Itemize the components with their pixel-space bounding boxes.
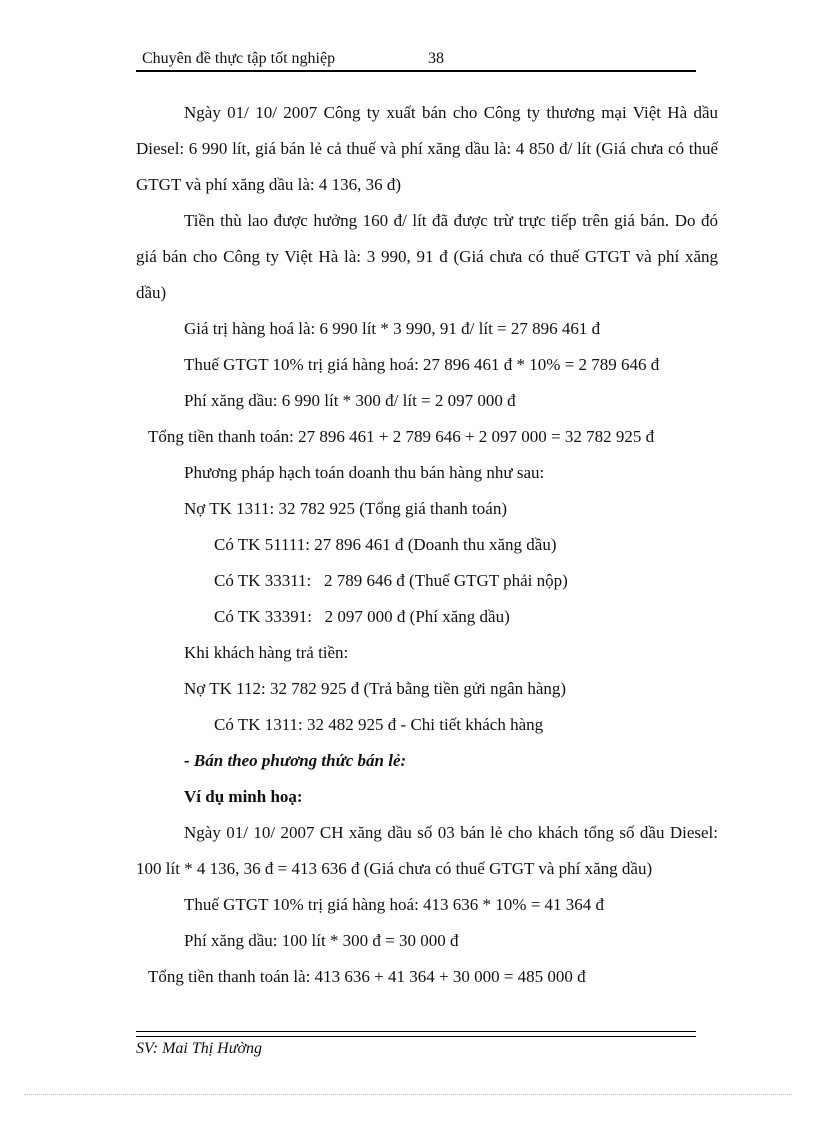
calc-fuel-fee: Phí xăng dầu: 6 990 lít * 300 đ/ lít = 2 097 000 đ bbox=[184, 391, 516, 410]
footer-author: SV: Mai Thị Hường bbox=[136, 1040, 262, 1057]
retail-calc-total: Tổng tiền thanh toán là: 413 636 + 41 364 + 30 000 = 485 000 đ bbox=[148, 967, 586, 986]
page-header bbox=[136, 48, 696, 72]
entry-credit-1311: Có TK 1311: 32 482 925 đ - Chi tiết khách hàng bbox=[214, 715, 544, 734]
entry-credit-51111: Có TK 51111: 27 896 461 đ (Doanh thu xăng dầu) bbox=[214, 535, 557, 554]
calc-total-payment: Tổng tiền thanh toán: 27 896 461 + 2 789 646 + 2 097 000 = 32 782 925 đ bbox=[148, 427, 655, 446]
paragraph-sale-example: Ngày 01/ 10/ 2007 Công ty xuất bán cho Công ty thương mại Việt Hà dầu Diesel: 6 990 lít, giá bán lẻ cả thuế và phí xăng dầu là: 4 850 đ/ lít (Giá chưa có thuế GTGT và phí xăng dầu là: 4 136, 36 đ) bbox=[136, 103, 718, 194]
page-number: 38 bbox=[428, 50, 444, 67]
paragraph-commission: Tiền thù lao được hưởng 160 đ/ lít đã được trừ trực tiếp trên giá bán. Do đó giá bán cho Công ty Việt Hà là: 3 990, 91 đ (Giá chưa có thuế GTGT và phí xăng dầu) bbox=[136, 211, 718, 302]
paragraph-retail-example: Ngày 01/ 10/ 2007 CH xăng dầu số 03 bán lẻ cho khách tổng số dầu Diesel: 100 lít * 4 136, 36 đ = 413 636 đ (Giá chưa có thuế GTGT và phí xăng dầu) bbox=[136, 823, 718, 878]
footer-divider bbox=[136, 1031, 696, 1037]
entry-credit-33391: Có TK 33391: 2 097 000 đ (Phí xăng dầu) bbox=[214, 607, 510, 626]
document-title: Chuyên đề thực tập tốt nghiệp bbox=[142, 50, 336, 67]
entry-debit-112: Nợ TK 112: 32 782 925 đ (Trả bằng tiền gửi ngân hàng) bbox=[184, 679, 567, 698]
payment-heading: Khi khách hàng trả tiền: bbox=[184, 643, 349, 662]
calc-vat: Thuế GTGT 10% trị giá hàng hoá: 27 896 461 đ * 10% = 2 789 646 đ bbox=[184, 355, 660, 374]
page-bottom-border bbox=[24, 1094, 792, 1095]
retail-section-heading: - Bán theo phương thức bán lẻ: bbox=[184, 751, 407, 770]
entry-debit-1311: Nợ TK 1311: 32 782 925 (Tổng giá thanh toán) bbox=[184, 499, 507, 518]
entry-credit-33311: Có TK 33311: 2 789 646 đ (Thuế GTGT phải nộp) bbox=[214, 571, 568, 590]
retail-calc-fuel-fee: Phí xăng dầu: 100 lít * 300 đ = 30 000 đ bbox=[184, 931, 459, 950]
document-body bbox=[136, 95, 718, 995]
example-heading: Ví dụ minh hoạ: bbox=[184, 787, 303, 806]
calc-goods-value: Giá trị hàng hoá là: 6 990 lít * 3 990, 91 đ/ lít = 27 896 461 đ bbox=[184, 319, 601, 338]
accounting-method-heading: Phương pháp hạch toán doanh thu bán hàng như sau: bbox=[184, 463, 545, 482]
retail-calc-vat: Thuế GTGT 10% trị giá hàng hoá: 413 636 * 10% = 41 364 đ bbox=[184, 895, 605, 914]
